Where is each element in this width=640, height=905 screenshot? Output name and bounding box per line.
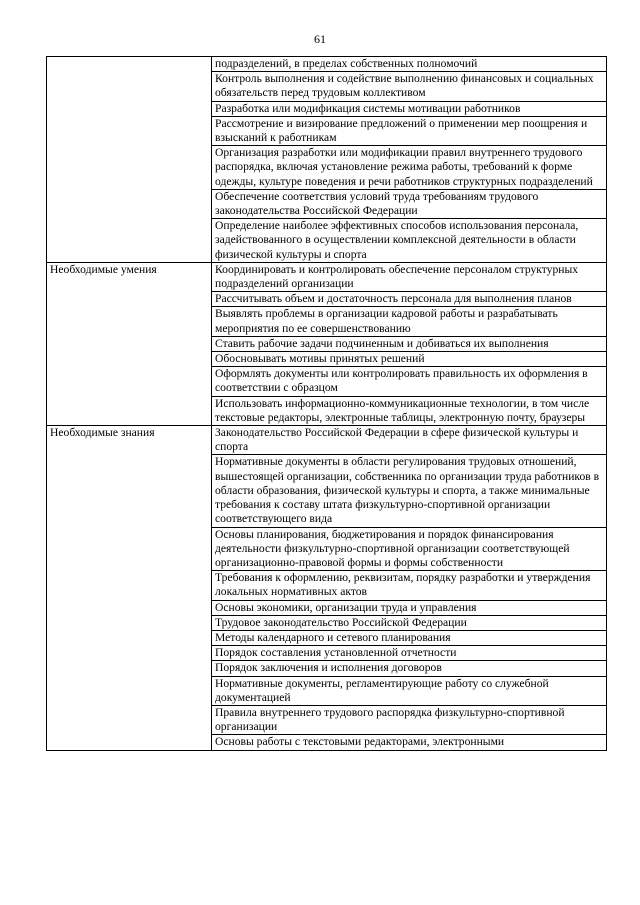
table-cell: Порядок заключения и исполнения договоров — [212, 661, 607, 676]
section-label-cell — [47, 57, 212, 263]
table-row — [47, 262, 607, 291]
section-label-skills: Необходимые умения — [47, 262, 212, 425]
table-row — [47, 57, 607, 72]
table-cell: Требования к оформлению, реквизитам, порядку разработки и утверждения локальных нормативных актов — [212, 571, 607, 600]
table-cell: Оформлять документы или контролировать правильность их оформления в соответствии с образцом — [212, 367, 607, 396]
table-cell: Координировать и контролировать обеспечение персоналом структурных подразделений организации — [212, 262, 607, 291]
table-cell: Трудовое законодательство Российской Федерации — [212, 615, 607, 630]
table-row — [47, 426, 607, 455]
table-cell: Законодательство Российской Федерации в сфере физической культуры и спорта — [212, 426, 607, 455]
table-cell: Разработка или модификация системы мотивации работников — [212, 101, 607, 116]
page-number: 61 — [314, 32, 326, 46]
table-cell: Правила внутреннего трудового распорядка физкультурно-спортивной организации — [212, 705, 607, 734]
table-cell: Определение наиболее эффективных способов использования персонала, задействованного в осуществлении комплексной деятельности в области физической культуры и спорта — [212, 219, 607, 263]
table-cell: Порядок составления установленной отчетности — [212, 646, 607, 661]
table-cell: Обосновывать мотивы принятых решений — [212, 352, 607, 367]
table-cell: Рассчитывать объем и достаточность персонала для выполнения планов — [212, 292, 607, 307]
table-cell: Ставить рабочие задачи подчиненным и добиваться их выполнения — [212, 336, 607, 351]
table-cell: Использовать информационно-коммуникационные технологии, в том числе текстовые редакторы, электронные таблицы, электронную почту, браузеры — [212, 396, 607, 425]
table-cell: Нормативные документы, регламентирующие работу со служебной документацией — [212, 676, 607, 705]
table-cell: Организация разработки или модификации правил внутреннего трудового распорядка, включая установление режима работы, требований к форме одежды, культуре поведения и речи работников структурных подразделений — [212, 146, 607, 190]
section-label-knowledge: Необходимые знания — [47, 426, 212, 750]
table-cell: Основы планирования, бюджетирования и порядок финансирования деятельности физкультурно-спортивной организации соответствующей организационно-правовой формы и формы собственности — [212, 527, 607, 571]
table-cell: Основы экономики, организации труда и управления — [212, 600, 607, 615]
table-cell: Нормативные документы в области регулирования трудовых отношений, вышестоящей организации, собственника по организации труда работников в области образования, физической культуры и спорта, а также минимальные требования к составу штата физкультурно-спортивной организации соответствующего вида — [212, 455, 607, 527]
table-cell: подразделений, в пределах собственных полномочий — [212, 57, 607, 72]
table-cell: Основы работы с текстовыми редакторами, электронными — [212, 735, 607, 750]
table-cell: Обеспечение соответствия условий труда требованиям трудового законодательства Российской Федерации — [212, 189, 607, 218]
table-cell: Контроль выполнения и содействие выполнению финансовых и социальных обязательств перед трудовым коллективом — [212, 72, 607, 101]
table-cell: Рассмотрение и визирование предложений о применении мер поощрения и взысканий к работникам — [212, 116, 607, 145]
table-cell: Методы календарного и сетевого планирования — [212, 630, 607, 645]
requirements-table — [46, 56, 607, 751]
table-cell: Выявлять проблемы в организации кадровой работы и разрабатывать мероприятия по ее совершенствованию — [212, 307, 607, 336]
